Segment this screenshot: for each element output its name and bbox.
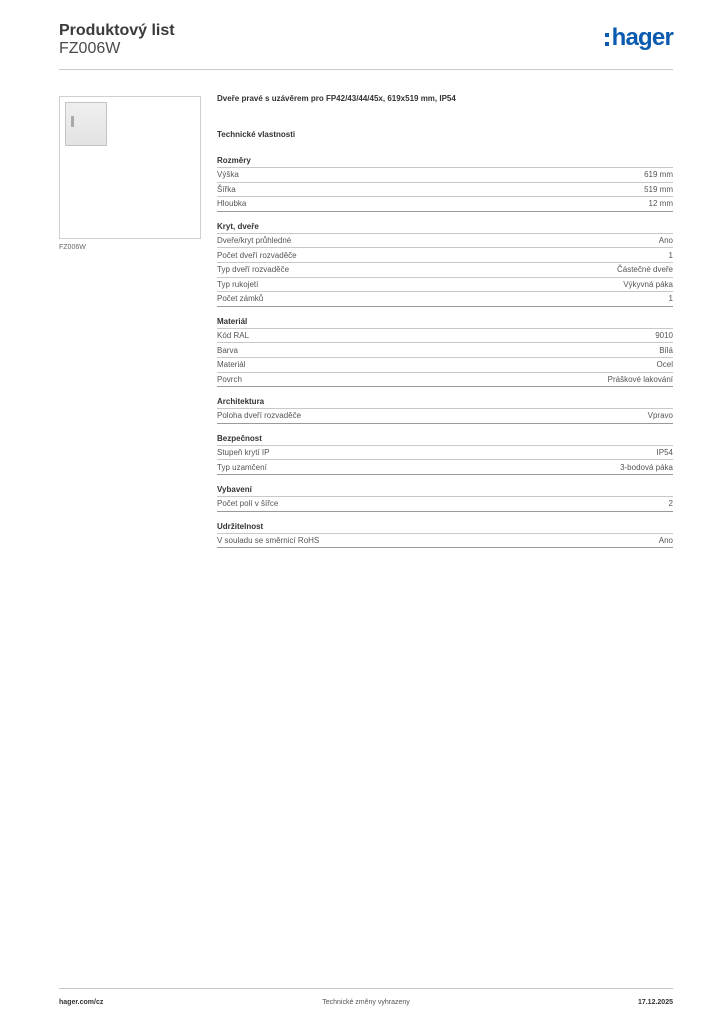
spec-label: Stupeň krytí IP (217, 448, 270, 458)
section-title: Materiál (217, 317, 673, 329)
spec-row (217, 263, 673, 278)
section-title: Architektura (217, 397, 673, 409)
spec-section (217, 317, 673, 387)
section-title: Kryt, dveře (217, 222, 673, 234)
spec-value: 619 mm (644, 170, 673, 180)
spec-section (217, 522, 673, 549)
spec-label: Povrch (217, 374, 242, 384)
footer-notice: Technické změny vyhrazeny (322, 999, 410, 1006)
spec-row (217, 446, 673, 461)
spec-value: 2 (668, 499, 673, 509)
spec-row (217, 373, 673, 388)
spec-row (217, 234, 673, 249)
spec-row (217, 248, 673, 263)
technical-properties-title: Technické vlastnosti (217, 130, 296, 139)
spec-section (217, 434, 673, 475)
image-caption: FZ006W (59, 244, 86, 251)
spec-value: Částečné dveře (616, 265, 673, 275)
spec-row (217, 409, 673, 424)
page-title: Produktový list (59, 22, 175, 39)
footer-date: 17.12.2025 (637, 999, 673, 1006)
spec-value: Vpravo (647, 411, 673, 421)
spec-row (217, 358, 673, 373)
spec-section (217, 156, 673, 212)
section-title: Bezpečnost (217, 434, 673, 446)
page-footer (59, 988, 673, 1010)
spec-label: Šířka (217, 184, 236, 194)
spec-label: Počet zámků (217, 294, 264, 304)
spec-label: Typ uzamčení (217, 462, 267, 472)
hager-logo (605, 24, 673, 52)
spec-value: 1 (668, 250, 673, 260)
spec-value: 12 mm (648, 199, 673, 209)
spec-row (217, 292, 673, 307)
spec-value: Bílá (659, 345, 673, 355)
spec-value: 1 (668, 294, 673, 304)
spec-value: Výkyvná páka (623, 279, 673, 289)
spec-label: Počet dveří rozvaděče (217, 250, 297, 260)
product-description: Dveře pravé s uzávěrem pro FP42/43/44/45x, 619x519 mm, IP54 (217, 94, 456, 103)
spec-section (217, 222, 673, 307)
page-header (59, 20, 673, 70)
spec-value: Ano (658, 236, 673, 246)
spec-row (217, 460, 673, 475)
spec-label: Barva (217, 345, 238, 355)
spec-section (217, 485, 673, 512)
section-title: Rozměry (217, 156, 673, 168)
spec-value: Ocel (656, 360, 673, 370)
spec-label: Hloubka (217, 199, 247, 209)
spec-value: Ano (658, 535, 673, 545)
spec-label: Typ dveří rozvaděče (217, 265, 290, 275)
section-title: Vybavení (217, 485, 673, 497)
spec-value: 9010 (655, 331, 673, 341)
spec-value: 3-bodová páka (620, 462, 673, 472)
spec-row (217, 168, 673, 183)
door-panel-icon (65, 102, 107, 146)
section-title: Udržitelnost (217, 522, 673, 534)
spec-sections (217, 156, 673, 548)
spec-label: V souladu se směrnicí RoHS (217, 535, 320, 545)
spec-label: Typ rukojetí (217, 279, 259, 289)
spec-label: Kód RAL (217, 331, 250, 341)
product-details (217, 92, 673, 548)
spec-row (217, 534, 673, 549)
logo-dots-icon (605, 33, 609, 46)
spec-section (217, 397, 673, 424)
spec-row (217, 329, 673, 344)
footer-website: hager.com/cz (59, 999, 104, 1006)
product-code: FZ006W (59, 40, 121, 57)
door-handle-icon (71, 116, 74, 127)
spec-label: Materiál (217, 360, 246, 370)
spec-row (217, 343, 673, 358)
spec-row (217, 497, 673, 512)
product-image (59, 96, 201, 239)
spec-label: Poloha dveří rozvaděče (217, 411, 302, 421)
spec-value: 519 mm (644, 184, 673, 194)
spec-row (217, 278, 673, 293)
spec-label: Výška (217, 170, 239, 180)
spec-row (217, 197, 673, 212)
spec-label: Počet polí v šířce (217, 499, 279, 509)
spec-value: IP54 (656, 448, 673, 458)
logo-text: hager (611, 24, 673, 51)
spec-label: Dveře/kryt průhledné (217, 236, 292, 246)
spec-row (217, 183, 673, 198)
spec-value: Práškové lakování (607, 374, 673, 384)
